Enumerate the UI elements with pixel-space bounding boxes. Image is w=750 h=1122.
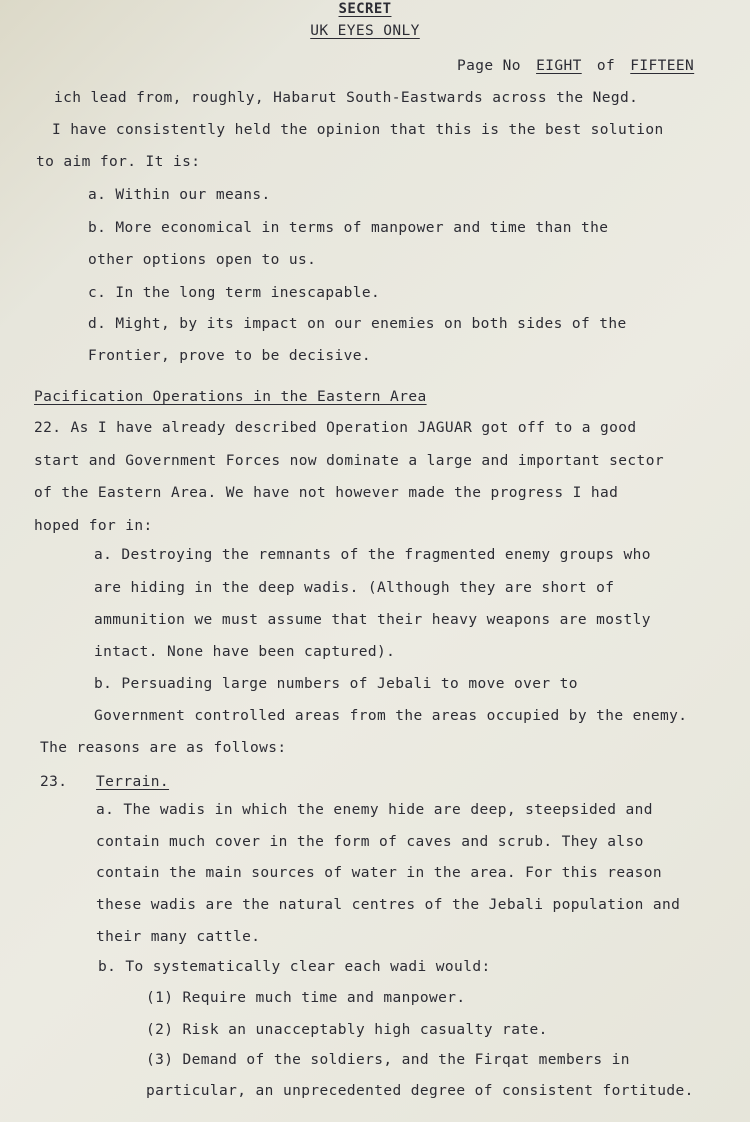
paragraph-number-23: 23. [40, 774, 68, 790]
text-line: other options open to us. [88, 252, 317, 268]
text-line: I have consistently held the opinion that this is the best solution [52, 122, 664, 138]
text-line: particular, an unprecedented degree of consistent fortitude. [146, 1083, 694, 1099]
text-line: contain much cover in the form of caves and scrub. They also [96, 834, 644, 850]
text-line: intact. None have been captured). [94, 644, 396, 660]
sub-list-item: (2) Risk an unacceptably high casualty rate. [146, 1022, 548, 1038]
list-item: b. More economical in terms of manpower and time than the [88, 220, 609, 236]
text-line: hoped for in: [34, 518, 153, 534]
text-line: ich lead from, roughly, Habarut South-Eastwards across the Negd. [54, 90, 639, 106]
classification-marking: SECRET [338, 1, 392, 17]
text-line: are hiding in the deep wadis. (Although they are short of [94, 580, 615, 596]
text-line: The reasons are as follows: [40, 740, 287, 756]
page-total: FIFTEEN [630, 58, 695, 74]
subsection-heading-terrain: Terrain. [96, 774, 170, 790]
page-number-line [457, 57, 694, 75]
list-item: d. Might, by its impact on our enemies on both sides of the [88, 316, 627, 332]
list-item: a. The wadis in which the enemy hide are deep, steepsided and [96, 802, 653, 818]
paragraph-22: 22. As I have already described Operation JAGUAR got off to a good [34, 420, 637, 436]
of-label: of [596, 58, 616, 74]
text-line: contain the main sources of water in the area. For this reason [96, 865, 663, 881]
text-line: these wadis are the natural centres of the Jebali population and [96, 897, 681, 913]
text-line: their many cattle. [96, 929, 261, 945]
page-label: Page No [457, 58, 521, 74]
section-heading: Pacification Operations in the Eastern Area [34, 389, 427, 405]
text-line: to aim for. It is: [36, 154, 201, 170]
list-item: b. To systematically clear each wadi would: [98, 959, 491, 975]
caveat-marking: UK EYES ONLY [310, 23, 420, 39]
list-item: c. In the long term inescapable. [88, 285, 381, 301]
sub-list-item: (3) Demand of the soldiers, and the Firqat members in [146, 1052, 630, 1068]
text-line: Government controlled areas from the areas occupied by the enemy. [94, 708, 688, 724]
list-item: b. Persuading large numbers of Jebali to move over to [94, 676, 578, 692]
sub-list-item: (1) Require much time and manpower. [146, 990, 466, 1006]
text-line: start and Government Forces now dominate a large and important sector [34, 453, 664, 469]
page-number: EIGHT [536, 58, 582, 74]
text-line: Frontier, prove to be decisive. [88, 348, 372, 364]
text-line: ammunition we must assume that their heavy weapons are mostly [94, 612, 651, 628]
list-item: a. Within our means. [88, 187, 271, 203]
list-item: a. Destroying the remnants of the fragmented enemy groups who [94, 547, 651, 563]
text-line: of the Eastern Area. We have not however made the progress I had [34, 485, 619, 501]
